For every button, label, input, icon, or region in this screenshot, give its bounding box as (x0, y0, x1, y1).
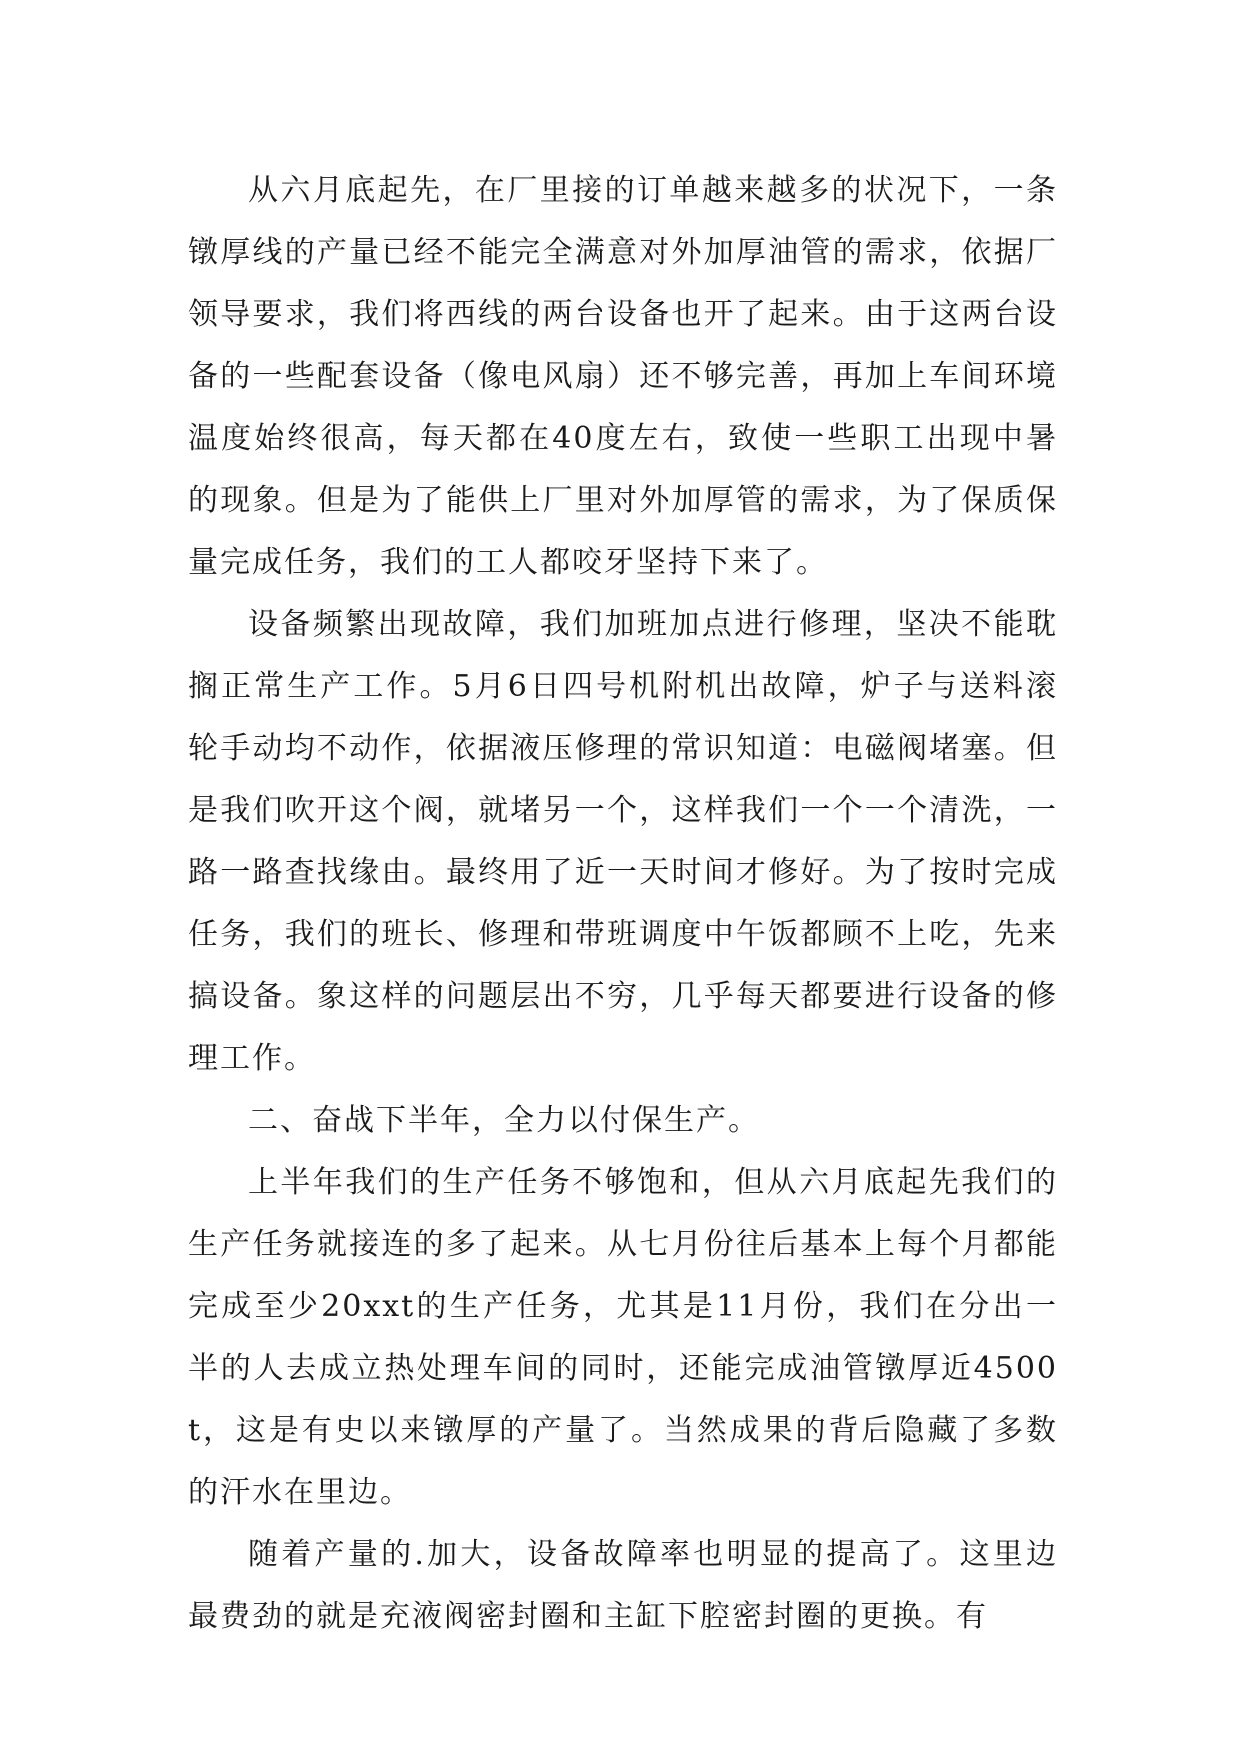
paragraph-4: 随着产量的.加大，设备故障率也明显的提高了。这里边最费劲的就是充液阀密封圈和主缸下腔密封圈的更换。有 (188, 1537, 1058, 1634)
document-body (188, 160, 1058, 1648)
paragraph-3: 上半年我们的生产任务不够饱和，但从六月底起先我们的生产任务就接连的多了起来。从七月份往后基本上每个月都能完成至少20xxt的生产任务，尤其是11月份，我们在分出一半的人去成立热处理车间的同时，还能完成油管镦厚近4500t，这是有史以来镦厚的产量了。当然成果的背后隐藏了多数的汗水在里边。 (188, 1165, 1058, 1510)
paragraph-2: 设备频繁出现故障，我们加班加点进行修理，坚决不能耽搁正常生产工作。5月6日四号机附机出故障，炉子与送料滚轮手动均不动作，依据液压修理的常识知道：电磁阀堵塞。但是我们吹开这个阀，就堵另一个，这样我们一个一个清洗，一路一路查找缘由。最终用了近一天时间才修好。为了按时完成任务，我们的班长、修理和带班调度中午饭都顾不上吃，先来搞设备。象这样的问题层出不穷，几乎每天都要进行设备的修理工作。 (188, 607, 1058, 1076)
section-heading: 二、奋战下半年，全力以付保生产。 (248, 1103, 760, 1138)
paragraph-1: 从六月底起先，在厂里接的订单越来越多的状况下，一条镦厚线的产量已经不能完全满意对外加厚油管的需求，依据厂领导要求，我们将西线的两台设备也开了起来。由于这两台设备的一些配套设备（像电风扇）还不够完善，再加上车间环境温度始终很高，每天都在40度左右，致使一些职工出现中暑的现象。但是为了能供上厂里对外加厚管的需求，为了保质保量完成任务，我们的工人都咬牙坚持下来了。 (188, 173, 1058, 580)
